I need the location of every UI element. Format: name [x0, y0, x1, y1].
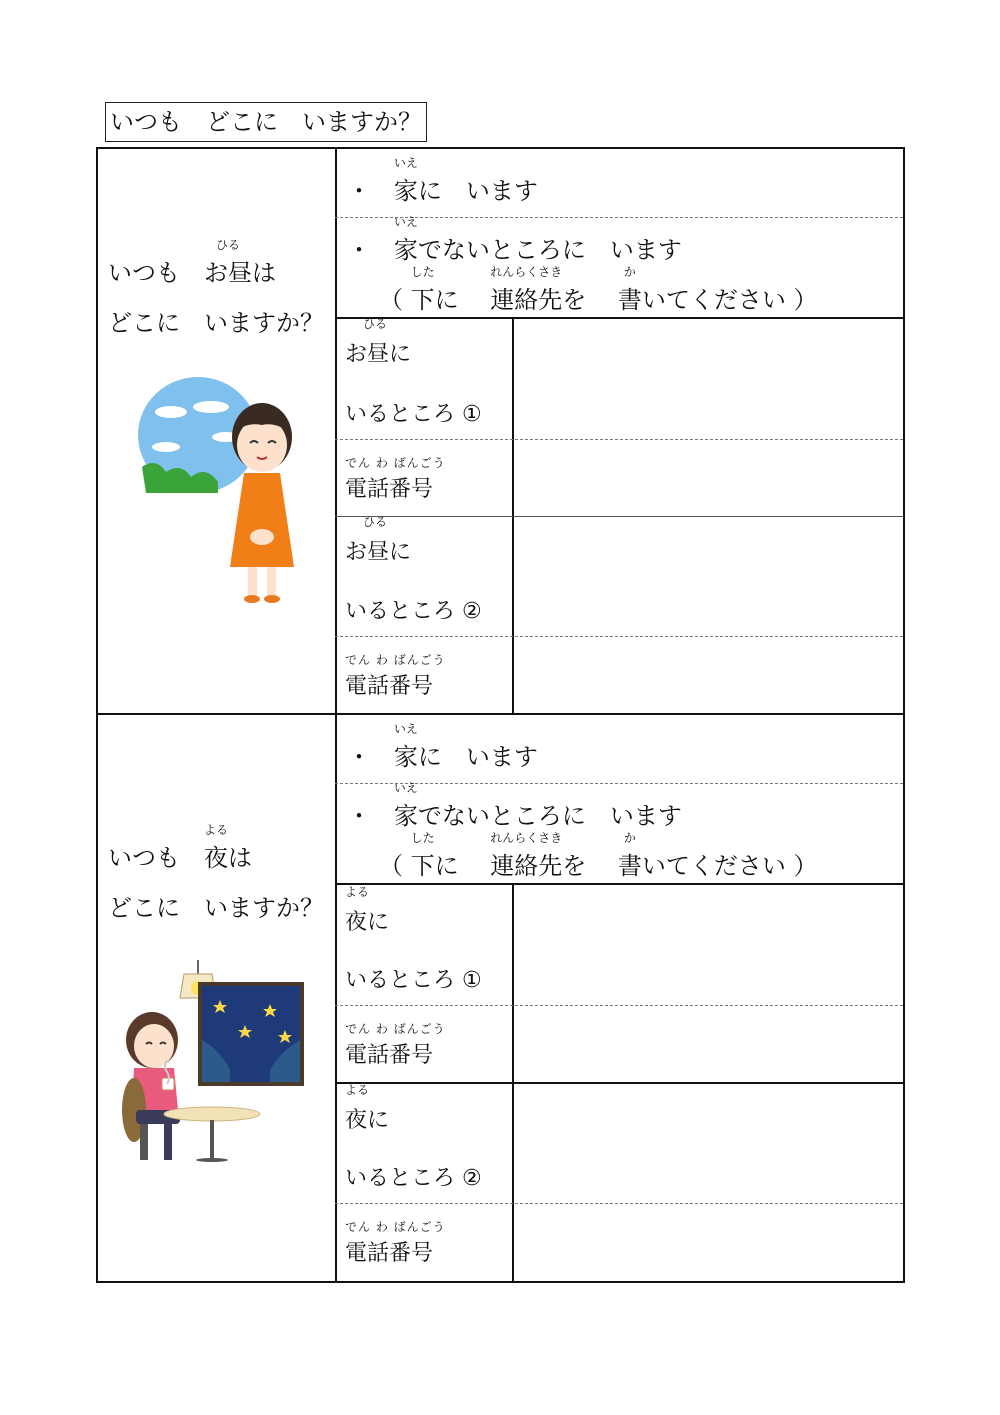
ruby-text: した — [410, 831, 435, 845]
day-place2-label-bottom: いるところ ② — [345, 599, 482, 624]
night-place2-label-bottom: いるところ ② — [345, 1166, 482, 1191]
night-phone1-input[interactable] — [515, 1007, 903, 1081]
night-option-note: （ した 下に れんらくさき 連絡先を か 書いてください ） — [379, 831, 818, 880]
ruby-text: ひる — [362, 515, 388, 529]
ruby-text: いえ — [393, 215, 418, 229]
ruby-text: か — [623, 265, 636, 279]
day-place1-label: ひる お昼に — [345, 317, 412, 367]
night-question-cell — [98, 715, 337, 1281]
night-option-home[interactable]: ・ いえ 家に います — [347, 722, 538, 771]
night-option-away[interactable]: ・ いえ 家でないところに います — [347, 781, 682, 830]
ruby-text: ひる — [215, 238, 241, 252]
page-title: いつも どこに いますか？ — [105, 102, 427, 142]
night-question-line2: どこに いますか？ — [108, 894, 324, 922]
night-place1-label-bottom: いるところ ① — [345, 968, 482, 993]
day-section — [96, 147, 905, 715]
daytime-woman-illustration — [136, 377, 306, 607]
ruby-text: いえ — [393, 156, 418, 170]
ruby-text: ひる — [362, 317, 388, 331]
night-phone2-label: でん わ ばんごう 電話番号 — [345, 1220, 446, 1266]
day-question-line2: どこに いますか？ — [108, 309, 324, 337]
night-question-line1: いつも よる 夜は — [108, 823, 252, 872]
night-phone2-input[interactable] — [515, 1205, 903, 1279]
night-place2-label: よる 夜に — [344, 1083, 390, 1133]
ruby-text: した — [410, 265, 435, 279]
ruby-text: か — [623, 831, 636, 845]
day-option-home[interactable]: ・ いえ 家に います — [347, 156, 538, 205]
day-question-line1: いつも ひる お昼は — [108, 238, 276, 287]
ruby-text: れんらくさき — [490, 831, 563, 845]
ruby-text: よる — [344, 885, 370, 899]
day-phone2-label: でん わ ばんごう 電話番号 — [345, 653, 446, 699]
night-section — [96, 713, 905, 1283]
night-place1-label: よる 夜に — [344, 885, 390, 935]
night-phone1-label: でん わ ばんごう 電話番号 — [345, 1022, 446, 1068]
ruby-text: いえ — [393, 722, 418, 736]
night-place2-input[interactable] — [515, 1084, 903, 1202]
day-question-cell — [98, 149, 337, 713]
night-answer-area — [335, 715, 903, 1281]
ruby-text: よる — [344, 1083, 370, 1097]
day-place1-label-bottom: いるところ ① — [345, 402, 482, 427]
night-place1-input[interactable] — [515, 885, 903, 1005]
day-place1-input[interactable] — [515, 319, 903, 439]
day-answer-area — [335, 149, 903, 713]
day-phone1-input[interactable] — [515, 441, 903, 515]
ruby-text: よる — [203, 823, 229, 837]
ruby-text: いえ — [393, 781, 418, 795]
day-phone2-input[interactable] — [515, 638, 903, 712]
ruby-text: れんらくさき — [490, 265, 563, 279]
day-option-note: （ した 下に れんらくさき 連絡先を か 書いてください ） — [379, 265, 818, 314]
day-option-away[interactable]: ・ いえ 家でないところに います — [347, 215, 682, 264]
night-woman-illustration — [120, 960, 310, 1165]
day-place2-input[interactable] — [515, 518, 903, 636]
day-place2-label: ひる お昼に — [345, 515, 412, 565]
day-phone1-label: でん わ ばんごう 電話番号 — [345, 456, 446, 502]
